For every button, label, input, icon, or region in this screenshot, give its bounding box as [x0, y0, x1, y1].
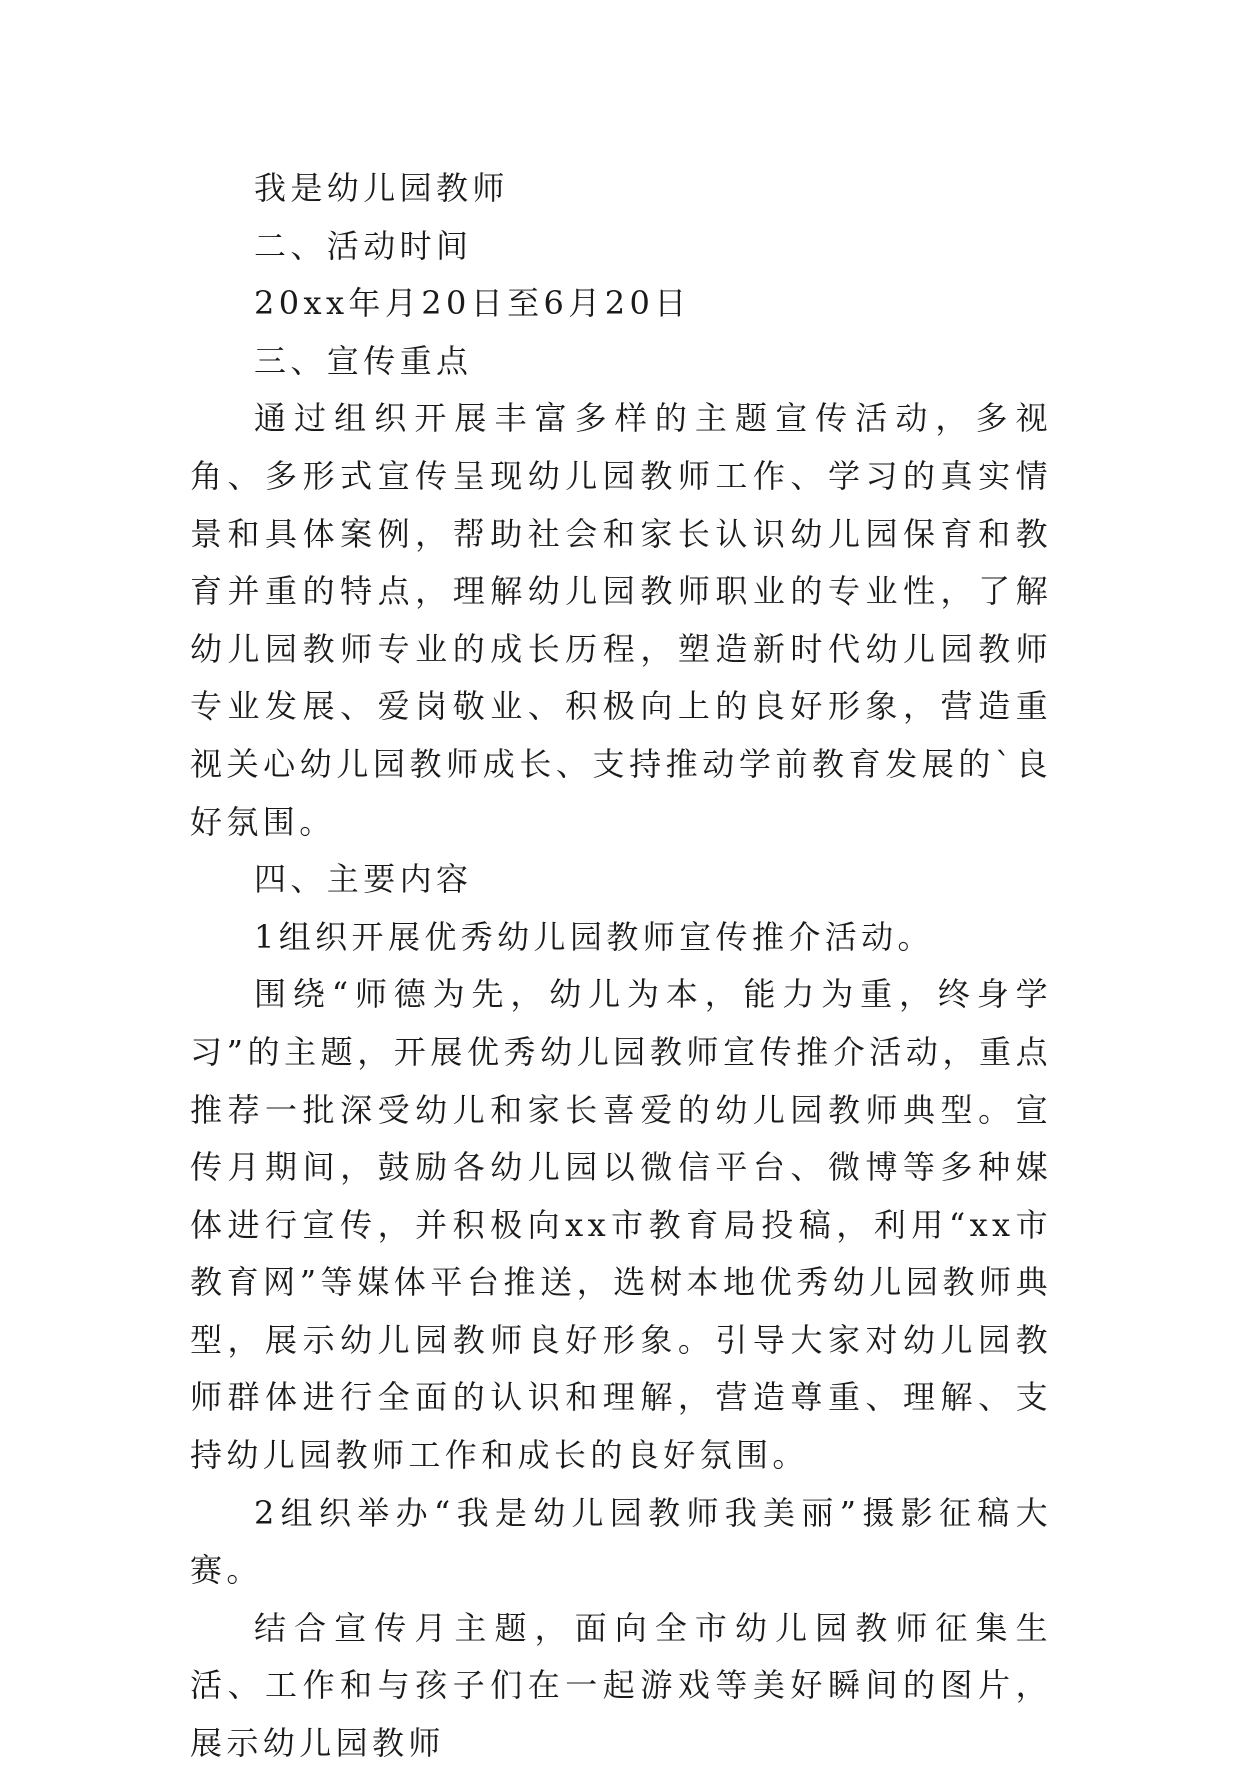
document-body	[190, 160, 1052, 1773]
paragraph-date-range: 20xx年月20日至6月20日	[254, 284, 691, 323]
paragraph-subtitle: 我是幼儿园教师	[254, 169, 509, 207]
paragraph-publicity-focus: 通过组织开展丰富多样的主题宣传活动，多视角、多形式宣传呈现幼儿园教师工作、学习的真实情景和具体案例，帮助社会和家长认识幼儿园保育和教育并重的特点，理解幼儿园教师职业的专业性，了解幼儿园教师专业的成长历程，塑造新时代幼儿园教师专业发展、爱岗敬业、积极向上的良好形象，营造重视关心幼儿园教师成长、支持推动学前教育发展的`良好氛围。	[190, 399, 1052, 841]
item-2-title: 2组织举办“我是幼儿园教师我美丽”摄影征稿大赛。	[190, 1493, 1052, 1590]
heading-publicity-focus: 三、宣传重点	[254, 341, 473, 380]
item-1-title: 1组织开展优秀幼儿园教师宣传推介活动。	[254, 917, 934, 956]
item-2-body: 结合宣传月主题，面向全市幼儿园教师征集生活、工作和与孩子们在一起游戏等美好瞬间的图片，展示幼儿园教师	[190, 1608, 1052, 1763]
heading-activity-time: 二、活动时间	[254, 226, 473, 265]
heading-main-content: 四、主要内容	[254, 860, 473, 899]
item-1-body: 围绕“师德为先，幼儿为本，能力为重，终身学习”的主题，开展优秀幼儿园教师宣传推介活动，重点推荐一批深受幼儿和家长喜爱的幼儿园教师典型。宣传月期间，鼓励各幼儿园以微信平台、微博等多种媒体进行宣传，并积极向xx市教育局投稿，利用“xx市教育网”等媒体平台推送，选树本地优秀幼儿园教师典型，展示幼儿园教师良好形象。引导大家对幼儿园教师群体进行全面的认识和理解，营造尊重、理解、支持幼儿园教师工作和成长的良好氛围。	[190, 975, 1052, 1475]
